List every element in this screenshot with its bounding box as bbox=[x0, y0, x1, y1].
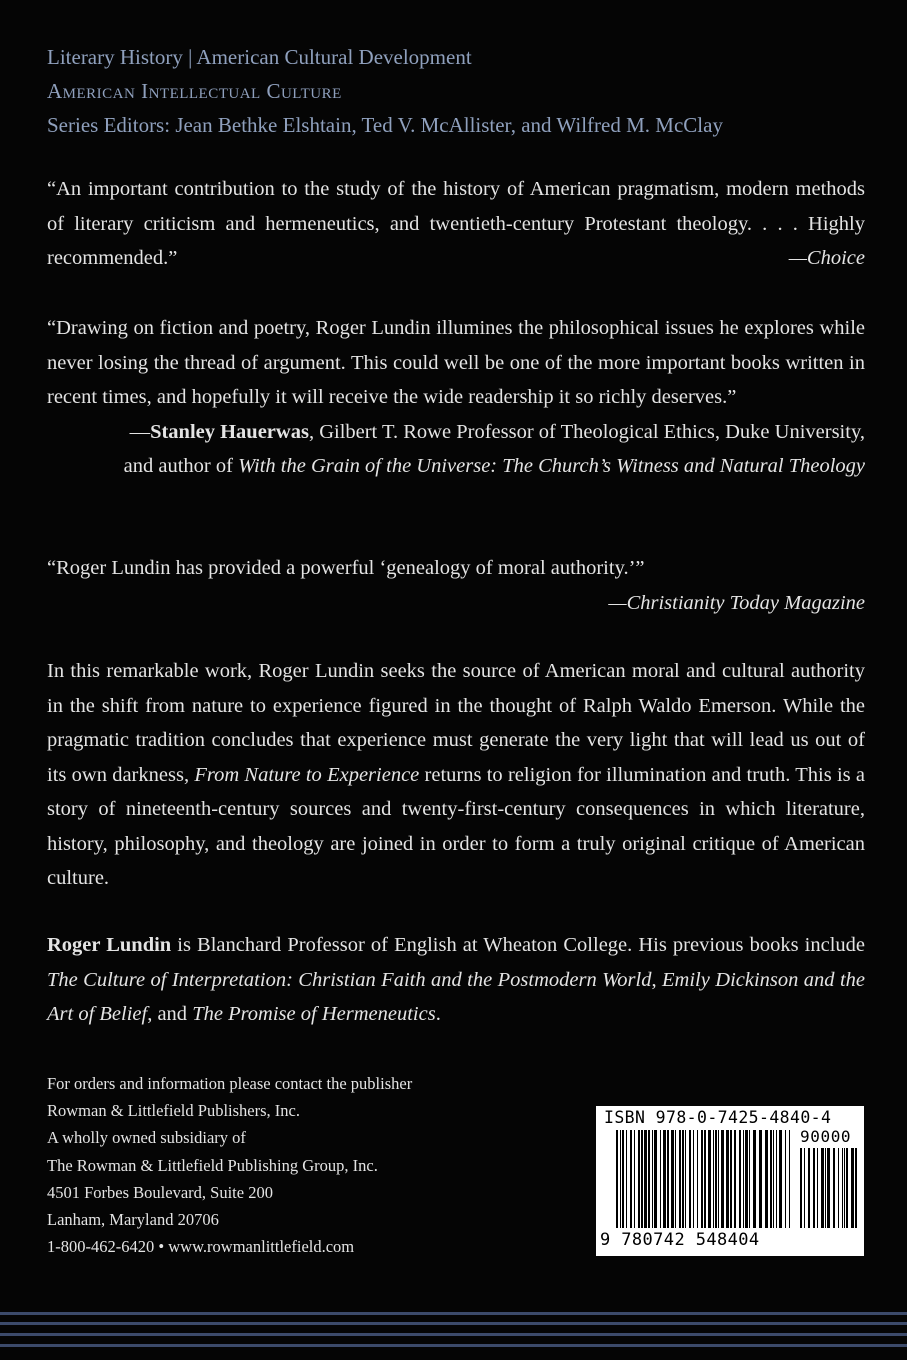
reviewer-role: , Gilbert T. Rowe Professor of Theological Ethics, Duke University, bbox=[308, 420, 865, 443]
barcode-bar bbox=[833, 1148, 835, 1228]
bio-book: The Culture of Interpretation: Christian Faith and the Postmodern World bbox=[47, 968, 652, 991]
barcode-bar bbox=[626, 1130, 627, 1228]
description-title: From Nature to Experience bbox=[194, 763, 420, 786]
review-attribution bbox=[47, 415, 865, 450]
barcode-bar bbox=[821, 1148, 824, 1228]
barcode-bar bbox=[827, 1148, 830, 1228]
decorative-stripe bbox=[0, 1312, 907, 1315]
barcode-bar bbox=[753, 1130, 756, 1228]
review-christianity-today bbox=[47, 551, 865, 620]
barcode-bar bbox=[779, 1130, 782, 1228]
bio-text: is Blanchard Professor of English at Wheaton College. His previous books include bbox=[171, 934, 866, 956]
contact-line: The Rowman & Littlefield Publishing Group, Inc. bbox=[47, 1155, 378, 1175]
barcode-bar bbox=[773, 1130, 774, 1228]
review-source: —Choice bbox=[788, 247, 865, 269]
publisher-contact bbox=[47, 1070, 412, 1260]
barcode-bar bbox=[654, 1130, 657, 1228]
description-part2: returns to religion for illumination and truth. This is a story of nineteenth-century sources and twenty-first-century consequences in which literature, history, philosophy, and theology are joined in order to form a truly original critique of American culture. bbox=[47, 763, 865, 889]
barcode-bar bbox=[813, 1148, 815, 1228]
bio-separator: , bbox=[651, 968, 663, 991]
isbn-barcode bbox=[596, 1106, 864, 1256]
barcode-bar bbox=[704, 1130, 706, 1228]
barcode-bar bbox=[808, 1148, 810, 1228]
barcode-bar bbox=[776, 1130, 777, 1228]
barcode-bar bbox=[838, 1148, 839, 1228]
barcode-bar bbox=[721, 1130, 724, 1228]
barcode-bar bbox=[697, 1130, 698, 1228]
bio-book: The Promise of Hermeneutics bbox=[192, 1003, 436, 1025]
barcode-bar bbox=[734, 1130, 736, 1228]
review-attribution-book bbox=[47, 449, 865, 484]
reviewer-name: Stanley Hauerwas bbox=[150, 420, 309, 443]
barcode-bar bbox=[616, 1130, 618, 1228]
bio-end: . bbox=[435, 1003, 441, 1025]
barcode-bar bbox=[851, 1148, 854, 1228]
barcode-bar bbox=[679, 1130, 681, 1228]
barcode-bar bbox=[745, 1130, 748, 1228]
series-editors: Series Editors: Jean Bethke Elshtain, Ted V. McAllister, and Wilfred M. McClay bbox=[47, 113, 723, 137]
barcode-bar bbox=[630, 1130, 632, 1228]
review-choice bbox=[47, 172, 865, 276]
header bbox=[47, 40, 723, 142]
review-quote: “Drawing on fiction and poetry, Roger Lundin illumines the philosophical issues he explores while never losing the thread of argument. This could well be one of the more important books written in recent times, and hopefully it will receive the wide readership it so richly deserves.” bbox=[47, 317, 865, 408]
bio-separator: , and bbox=[147, 1003, 193, 1025]
barcode-bar bbox=[675, 1130, 676, 1228]
barcode-bar bbox=[660, 1130, 661, 1228]
attribution-dash: — bbox=[129, 420, 151, 443]
barcode-bar bbox=[708, 1130, 711, 1228]
barcode-bar bbox=[671, 1130, 674, 1228]
barcode-bar bbox=[644, 1130, 647, 1228]
barcode-bar bbox=[663, 1130, 666, 1228]
barcode-digits: 9 780742 548404 bbox=[600, 1230, 760, 1250]
description-part1: In this remarkable work, Roger Lundin seeks the source of American moral and cultural authority in the shift from nature to experience figured in the thought of Ralph Waldo Emerson. While the pragmatic tradition concludes that experience must generate the very light that will lead us out of its own darkness, bbox=[47, 660, 865, 786]
contact-line: A wholly owned subsidiary of bbox=[47, 1128, 246, 1148]
barcode-bar bbox=[842, 1148, 843, 1228]
barcode-bar bbox=[785, 1130, 786, 1228]
barcode-bar bbox=[730, 1130, 732, 1228]
barcode-bar bbox=[770, 1130, 772, 1228]
barcode-bar bbox=[667, 1130, 669, 1228]
book-description bbox=[47, 654, 865, 896]
barcode-bar bbox=[685, 1130, 686, 1228]
barcode-bar bbox=[759, 1130, 762, 1228]
bio-name: Roger Lundin bbox=[47, 934, 172, 956]
barcode-bar bbox=[739, 1130, 741, 1228]
review-source: —Christianity Today Magazine bbox=[608, 591, 865, 614]
barcode-bar bbox=[682, 1130, 684, 1228]
isbn-label: ISBN 978-0-7425-4840-4 bbox=[604, 1108, 832, 1127]
barcode-bar bbox=[715, 1130, 717, 1228]
barcode-bar bbox=[765, 1130, 768, 1228]
barcode-bar bbox=[713, 1130, 714, 1228]
barcode-bar bbox=[701, 1130, 703, 1228]
barcode-bar bbox=[846, 1148, 848, 1228]
contact-line: 1-800-462-6420 • www.rowmanlittlefield.com bbox=[47, 1237, 355, 1257]
barcode-bar bbox=[844, 1148, 845, 1228]
bio-book: Emily Dickinson and the Art of Belief bbox=[47, 968, 866, 1025]
barcode-bar bbox=[743, 1130, 744, 1228]
review-hauerwas bbox=[47, 311, 865, 484]
decorative-stripe bbox=[0, 1322, 907, 1325]
review-quote: “An important contribution to the study of the history of American pragmatism, modern methods of literary criticism and hermeneutics, and twentieth-century Protestant theology. . . . Highly recommended.” bbox=[47, 178, 865, 269]
contact-line: 4501 Forbes Boulevard, Suite 200 bbox=[47, 1182, 273, 1202]
decorative-stripe bbox=[0, 1344, 907, 1347]
barcode-bar bbox=[641, 1130, 643, 1228]
barcode-bar bbox=[652, 1130, 653, 1228]
barcode-bar bbox=[638, 1130, 640, 1228]
author-bio bbox=[47, 928, 865, 1032]
contact-line: Lanham, Maryland 20706 bbox=[47, 1210, 219, 1230]
barcode-bar bbox=[634, 1130, 635, 1228]
barcode-bar bbox=[718, 1130, 719, 1228]
category-line: Literary History | American Cultural Development bbox=[47, 45, 472, 69]
series-title: American Intellectual Culture bbox=[47, 79, 342, 103]
reviewer-book: With the Grain of the Universe: The Church’s Witness and Natural Theology bbox=[238, 455, 865, 477]
barcode-bar bbox=[804, 1148, 805, 1228]
barcode-bar bbox=[749, 1130, 750, 1228]
barcode-supplement: 90000 bbox=[800, 1127, 852, 1146]
barcode-bar bbox=[689, 1130, 691, 1228]
barcode-bar bbox=[622, 1130, 624, 1228]
barcode-bar bbox=[855, 1148, 857, 1228]
barcode-bar bbox=[825, 1148, 826, 1228]
contact-line: Rowman & Littlefield Publishers, Inc. bbox=[47, 1101, 300, 1121]
barcode-bar bbox=[726, 1130, 729, 1228]
barcode-bar bbox=[648, 1130, 650, 1228]
barcode-bar bbox=[693, 1130, 694, 1228]
barcode-bar bbox=[789, 1130, 790, 1228]
barcode-bar bbox=[800, 1148, 802, 1228]
barcode-bar bbox=[817, 1148, 818, 1228]
contact-line: For orders and information please contact the publisher bbox=[47, 1074, 413, 1093]
review-quote: “Roger Lundin has provided a powerful ‘genealogy of moral authority.’” bbox=[47, 557, 645, 579]
barcode-bar bbox=[620, 1130, 621, 1228]
and-author-of: and author of bbox=[123, 455, 239, 477]
decorative-stripe bbox=[0, 1333, 907, 1336]
